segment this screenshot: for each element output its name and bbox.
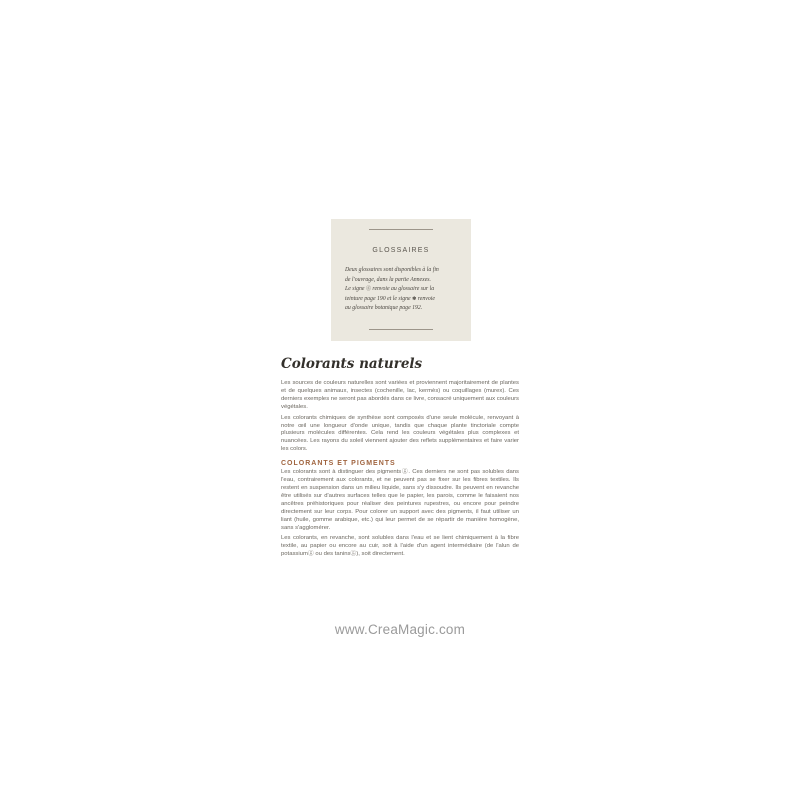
- glossary-line: au glossaire botanique page 192.: [345, 305, 423, 312]
- glossary-line: Deux glossaires sont disponibles à la fin: [345, 267, 439, 273]
- glossary-line: teinture page 190 et le signe ✽ renvoie: [345, 295, 435, 302]
- glossary-bottom-rule: [369, 329, 433, 330]
- glossary-text: [345, 266, 463, 314]
- subsection-title: COLORANTS ET PIGMENTS: [281, 460, 396, 468]
- section-paragraph: Les sources de couleurs naturelles sont variées et proviennent majoritairement de plantes et de quelques animaux, insectes (cochenille, lac, kermès) ou coquillages (murex). Ces derniers exemples ne seront pas abordés dans ce livre, consacré uniquement aux couleurs végétales.: [281, 380, 519, 410]
- dye-glossary-icon: ⓖ: [365, 287, 371, 293]
- subsection-paragraph: Les colorants, en revanche, sont solubles dans l'eau et se lient chimiquement à la fibre textile, au papier ou encore au cuir, soit à l'aide d'un agent intermédiaire (de l'alun de potassiumⓖ ou des taninsⓖ), soit directement.: [281, 535, 519, 558]
- glossary-line: de l'ouvrage, dans la partie Annexes.: [345, 276, 431, 283]
- glossary-title: GLOSSAIRES: [372, 247, 430, 254]
- subsection-paragraph: Les colorants sont à distinguer des pigmentsⓖ. Ces derniers ne sont pas solubles dans l'eau, contrairement aux colorants, et ne peuvent pas se fixer sur les fibres textiles. Ils restent en suspension dans un milieu liquide, sans s'y dissoudre. Ils peuvent en revanche être utilisés sur d'autres surfaces telles que le papier, les parois, comme le faisaient nos ancêtres préhistoriques pour réaliser des peintures rupestres, ou encore pour peindre directement sur leur corps. Pour colorer un support avec des pigments, il faut utiliser un liant (huile, gomme arabique, etc.) qui leur permet de se répartir de manière homogène, sans s'agglomérer.: [281, 469, 519, 531]
- section-title: Colorants naturels: [281, 356, 423, 372]
- glossary-top-rule: [369, 229, 433, 230]
- botanical-glossary-icon: ✽: [412, 296, 417, 302]
- glossary-box: [331, 219, 471, 341]
- glossary-line: Le signe ⓖ renvoie au glossaire sur la: [345, 286, 435, 293]
- section-paragraph: Les colorants chimiques de synthèse sont composés d'une seule molécule, renvoyant à notre œil une longueur d'onde unique, tandis que chaque plante tinctoriale compte plusieurs molécules différentes. Cela rend les couleurs végétales plus complexes et nuancées. Les rayons du soleil viennent ajouter des reflets supplémentaires et faire varier les colors.: [281, 414, 519, 453]
- watermark: www.CreaMagic.com: [334, 622, 466, 637]
- article-content: [281, 356, 519, 562]
